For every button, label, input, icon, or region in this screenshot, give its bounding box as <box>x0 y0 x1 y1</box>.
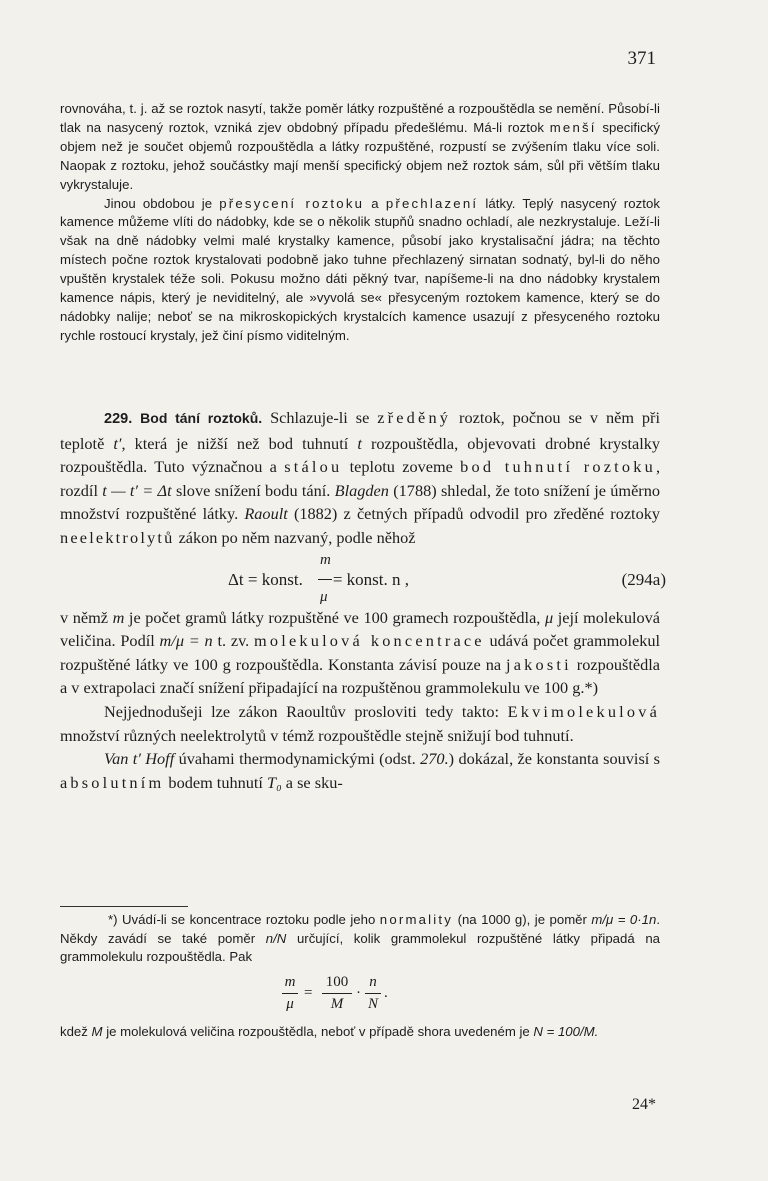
footnote-rule <box>60 906 188 907</box>
paragraph-raoult-law: Nejjednodušeji lze zákon Raoultův prosloviti tedy takto: Ekvimolekulová množství různých neelektrolytů v témž rozpouštědle stejně snižují bod tuhnutí. <box>60 701 660 745</box>
footnote <box>60 911 660 1041</box>
dot-operator: · <box>356 984 361 1001</box>
signature-mark: 24* <box>632 1096 656 1113</box>
equation-denominator: μ <box>320 588 328 605</box>
fraction-100-M: 100 M <box>322 973 352 1014</box>
period: . <box>384 984 388 1001</box>
page-number: 371 <box>627 48 656 69</box>
top-section <box>60 100 660 346</box>
equation-tag: (294a) <box>621 569 666 589</box>
paragraph-equilibrium: rovnováha, t. j. až se roztok nasytí, takže poměr látky rozpuštěné a rozpouštědla se nemění. Působí-li tlak na nasycený roztok, vzniká zjev obdobný případu předešlému. Má-li roztok menší specifický objem než je součet objemů rozpouštědla a látky rozpuštěné, rozpustí se zvýšením tlaku více soli. Naopak z roztoku, jehož součástky mají menší specifický objem než roztok sám, sůl při větším tlaku vykrystaluje. <box>60 101 660 192</box>
footnote-text: *) Uvádí-li se koncentrace roztoku podle jeho normality (na 1000 g), je poměr m/μ = 0·1n. Někdy zavádí se také poměr n/N určující, kolik grammolekul rozpuštěné látky připadá na grammolekulu rozpouštědla. Pak <box>60 912 660 964</box>
equals-sign: = <box>304 984 313 1001</box>
footnote-equation <box>60 967 660 1023</box>
equation-numerator: m <box>320 551 331 568</box>
footnote-conclusion: kdež M je molekulová veličina rozpouštědla, neboť v případě shora uvedeném je N = 100/M. <box>60 1023 599 1039</box>
paragraph-supersaturation: Jinou obdobou je přesycení roztoku a přechlazení látky. Teplý nasycený roztok kamence můžeme vlíti do nádobky, kde se o několik stupňů snadno ochladí, ale nezkrystaluje. Leží-li však na dně nádobky velmi malé krystalky kamence, působí jako krystalisační jádra; na těchto místech počne roztok krystalovati podobně jako tuhne přechlazený sirnatan sodnatý, byl-li do něho vpuštěn krystalek téže soli. Pokusu možno dáti pěkný tvar, napíšeme-li na dno nádobky krystalem kamence nápis, který je neviditelný, ale »vyvolá se« přesyceným roztokem kamence, který se do nádobky nalije; neboť se na mikroskopických krystalcích kamence usazují z přesyceného roztoku rychle rostoucí krystaly, jež činí písmo viditelným. <box>60 195 661 343</box>
paragraph-vant-hoff: Van t′ Hoff úvahami thermodynamickými (odst. 270.) dokázal, že konstanta souvisí s absolutním bodem tuhnutí T₀ a se sku- <box>60 749 661 792</box>
section-number: 229. <box>104 411 133 427</box>
fraction-n-N: n N <box>365 973 381 1014</box>
fraction-m-mu: m μ <box>282 973 298 1014</box>
section-229-intro: 229. Bod tání roztoků. Schlazuje-li se zředěný roztok, počnou se v něm při teplotě t′, která je nižší než bod tuhnutí t rozpouštědla, objevovati drobné krystalky rozpouštědla. Tuto význačnou a stálou teplotu zoveme bod tuhnutí roztoku, rozdíl t — t′ = Δt slove snížení bodu tání. Blagden (1788) shledal, že toto snížení je úměrno množství rozpuštěné látky. Raoult (1882) z četných případů odvodil pro zředěné roztoky neelektrolytů zákon po něm nazvaný, podle něhož <box>60 408 661 547</box>
paragraph-molecular-concentration: v němž m je počet gramů látky rozpuštěné ve 100 gramech rozpouštědla, μ její molekulová veličina. Podíl m/μ = n t. zv. molekulová koncentrace udává počet grammolekul rozpuštěné látky ve 100 g rozpouštědla. Konstanta závisí pouze na jakosti rozpouštědla a v extrapolaci značí snížení připadající na rozpuštěnou grammolekulu ve 100 g.*) <box>60 607 661 698</box>
equation-294a <box>60 550 666 606</box>
equation-left: Δt = konst. = konst. n , <box>228 569 410 589</box>
section-title: Bod tání roztoků. <box>140 410 263 426</box>
section-229 <box>60 406 666 794</box>
fraction-bar <box>318 579 332 580</box>
